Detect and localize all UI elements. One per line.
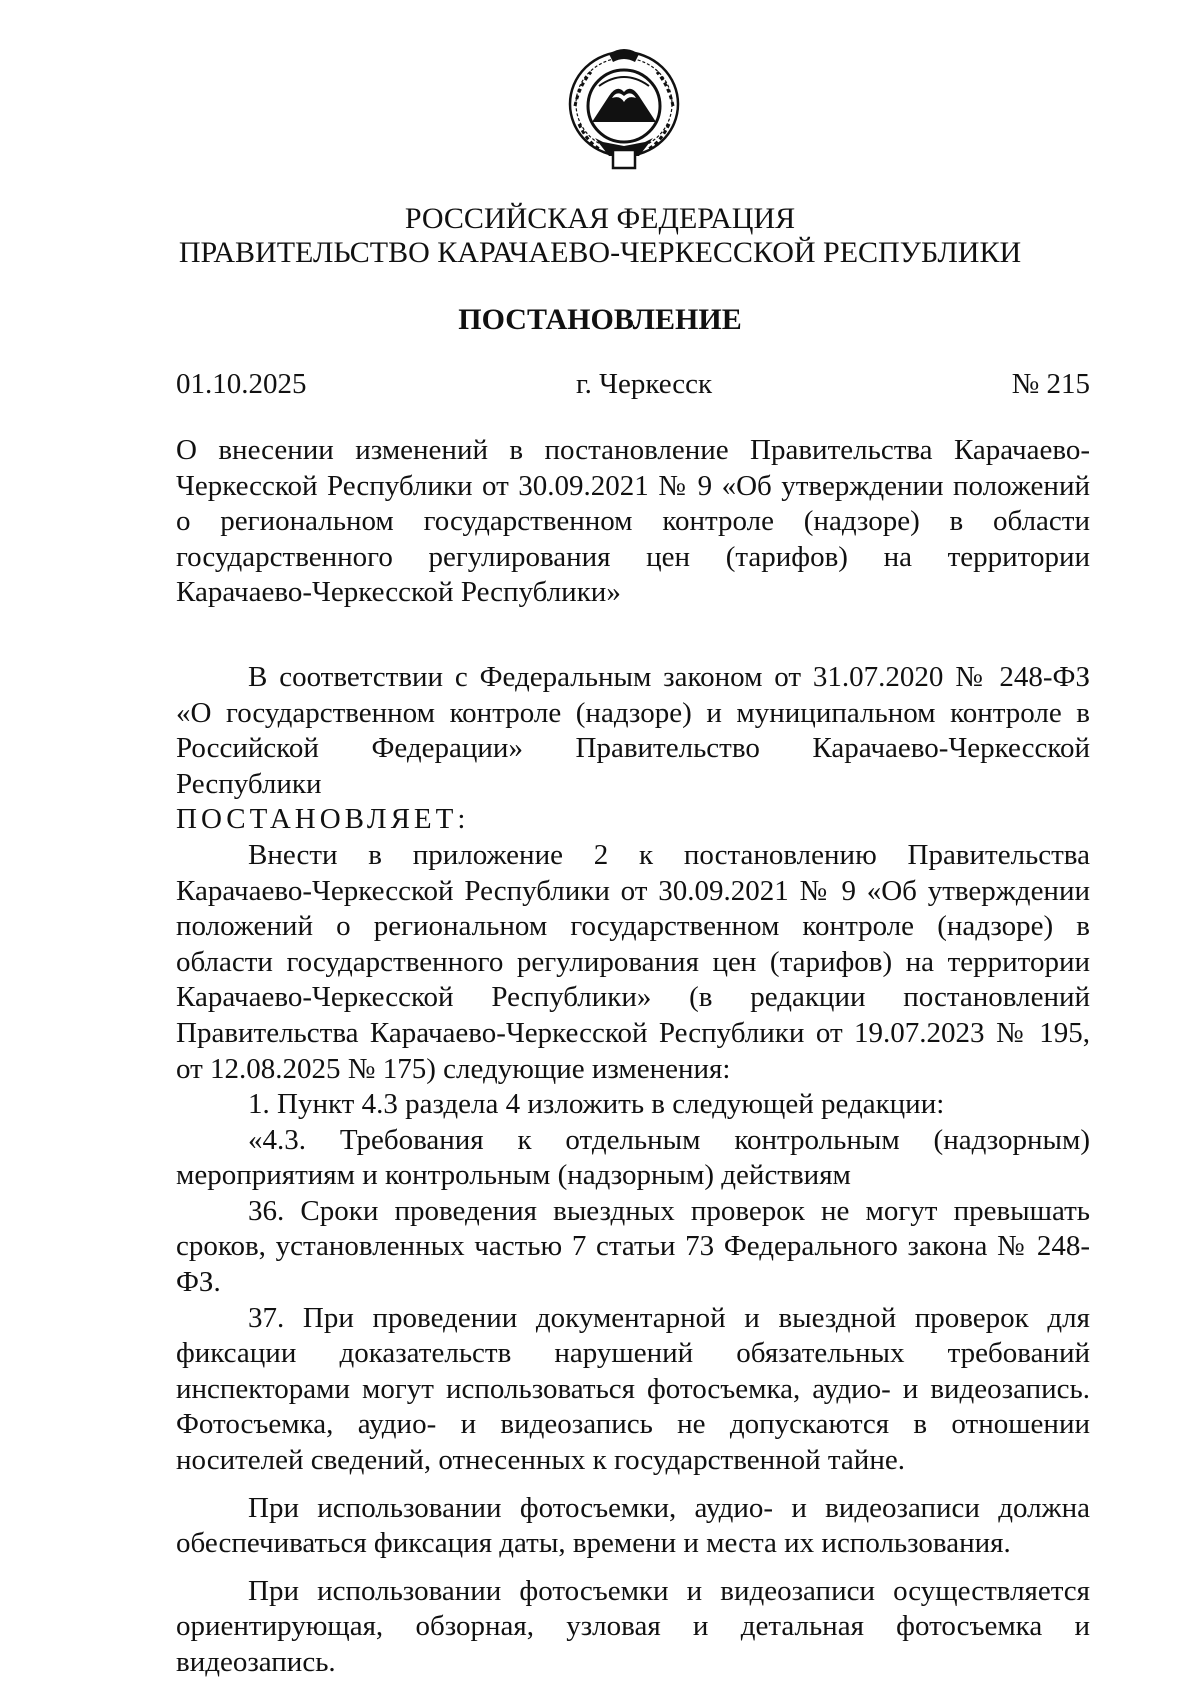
document-body xyxy=(176,433,1090,1681)
decree-word: ПОСТАНОВЛЯЕТ: xyxy=(176,803,470,836)
document-number: № 215 xyxy=(1011,368,1090,400)
paragraph-36: 36. Сроки проведения выездных проверок не могут превышать сроков, установленных частью 7 статьи 73 Федерального закона № 248-ФЗ. xyxy=(176,1194,1090,1299)
document-city: г. Черкесск xyxy=(576,368,713,400)
quote-heading-paragraph: «4.3. Требования к отдельным контрольным (надзорным) мероприятиям и контрольным (надзорным) действиям xyxy=(176,1123,1090,1192)
preamble-paragraph: В соответствии с Федеральным законом от 31.07.2020 № 248-ФЗ «О государственном контроле (надзоре) и муниципальном контроле в Российской Федерации» Правительство Карачаево-Черкесской Республики xyxy=(176,660,1090,800)
document-type-title: ПОСТАНОВЛЕНИЕ xyxy=(458,303,742,336)
coat-of-arms-emblem-icon xyxy=(565,46,683,176)
document-subject: О внесении изменений в постановление Правительства Карачаево-Черкесской Республики от 30.09.2021 № 9 «Об утверждении положений о региональном государственном контроле (надзоре) в области государственного регулирования цен (тарифов) на территории Карачаево-Черкесской Республики» xyxy=(176,434,1090,609)
photo-paragraph-1: При использовании фотосъемки, аудио- и видеозаписи должна обеспечиваться фиксация даты, времени и места их использования. xyxy=(176,1491,1090,1560)
country-heading: РОССИЙСКАЯ ФЕДЕРАЦИЯ xyxy=(404,202,796,235)
document-meta-line xyxy=(176,366,1090,402)
intro-paragraph: Внести в приложение 2 к постановлению Правительства Карачаево-Черкесской Республики от 30.09.2021 № 9 «Об утверждении положений о региональном государственном контроле (надзоре) в области государственного регулирования цен (тарифов) на территории Карачаево-Черкесской Республики» (в редакции постановлений Правительства Карачаево-Черкесской Республики от 19.07.2023 № 195, от 12.08.2025 № 175) следующие изменения: xyxy=(176,838,1090,1085)
item-1-paragraph: 1. Пункт 4.3 раздела 4 изложить в следующей редакции: xyxy=(248,1088,945,1121)
paragraph-37: 37. При проведении документарной и выездной проверок для фиксации доказательств нарушений обязательных требований инспекторами могут использоваться фотосъемка, аудио- и видеозапись. Фотосъемка, аудио- и видеозапись не допускаются в отношении носителей сведений, отнесенных к государственной тайне. xyxy=(176,1301,1090,1477)
government-heading: ПРАВИТЕЛЬСТВО КАРАЧАЕВО-ЧЕРКЕССКОЙ РЕСПУБЛИКИ xyxy=(178,236,1022,269)
photo-paragraph-2: При использовании фотосъемки и видеозаписи осуществляется ориентирующая, обзорная, узловая и детальная фотосъемка и видеозапись. xyxy=(176,1574,1090,1678)
document-date: 01.10.2025 xyxy=(176,368,307,400)
